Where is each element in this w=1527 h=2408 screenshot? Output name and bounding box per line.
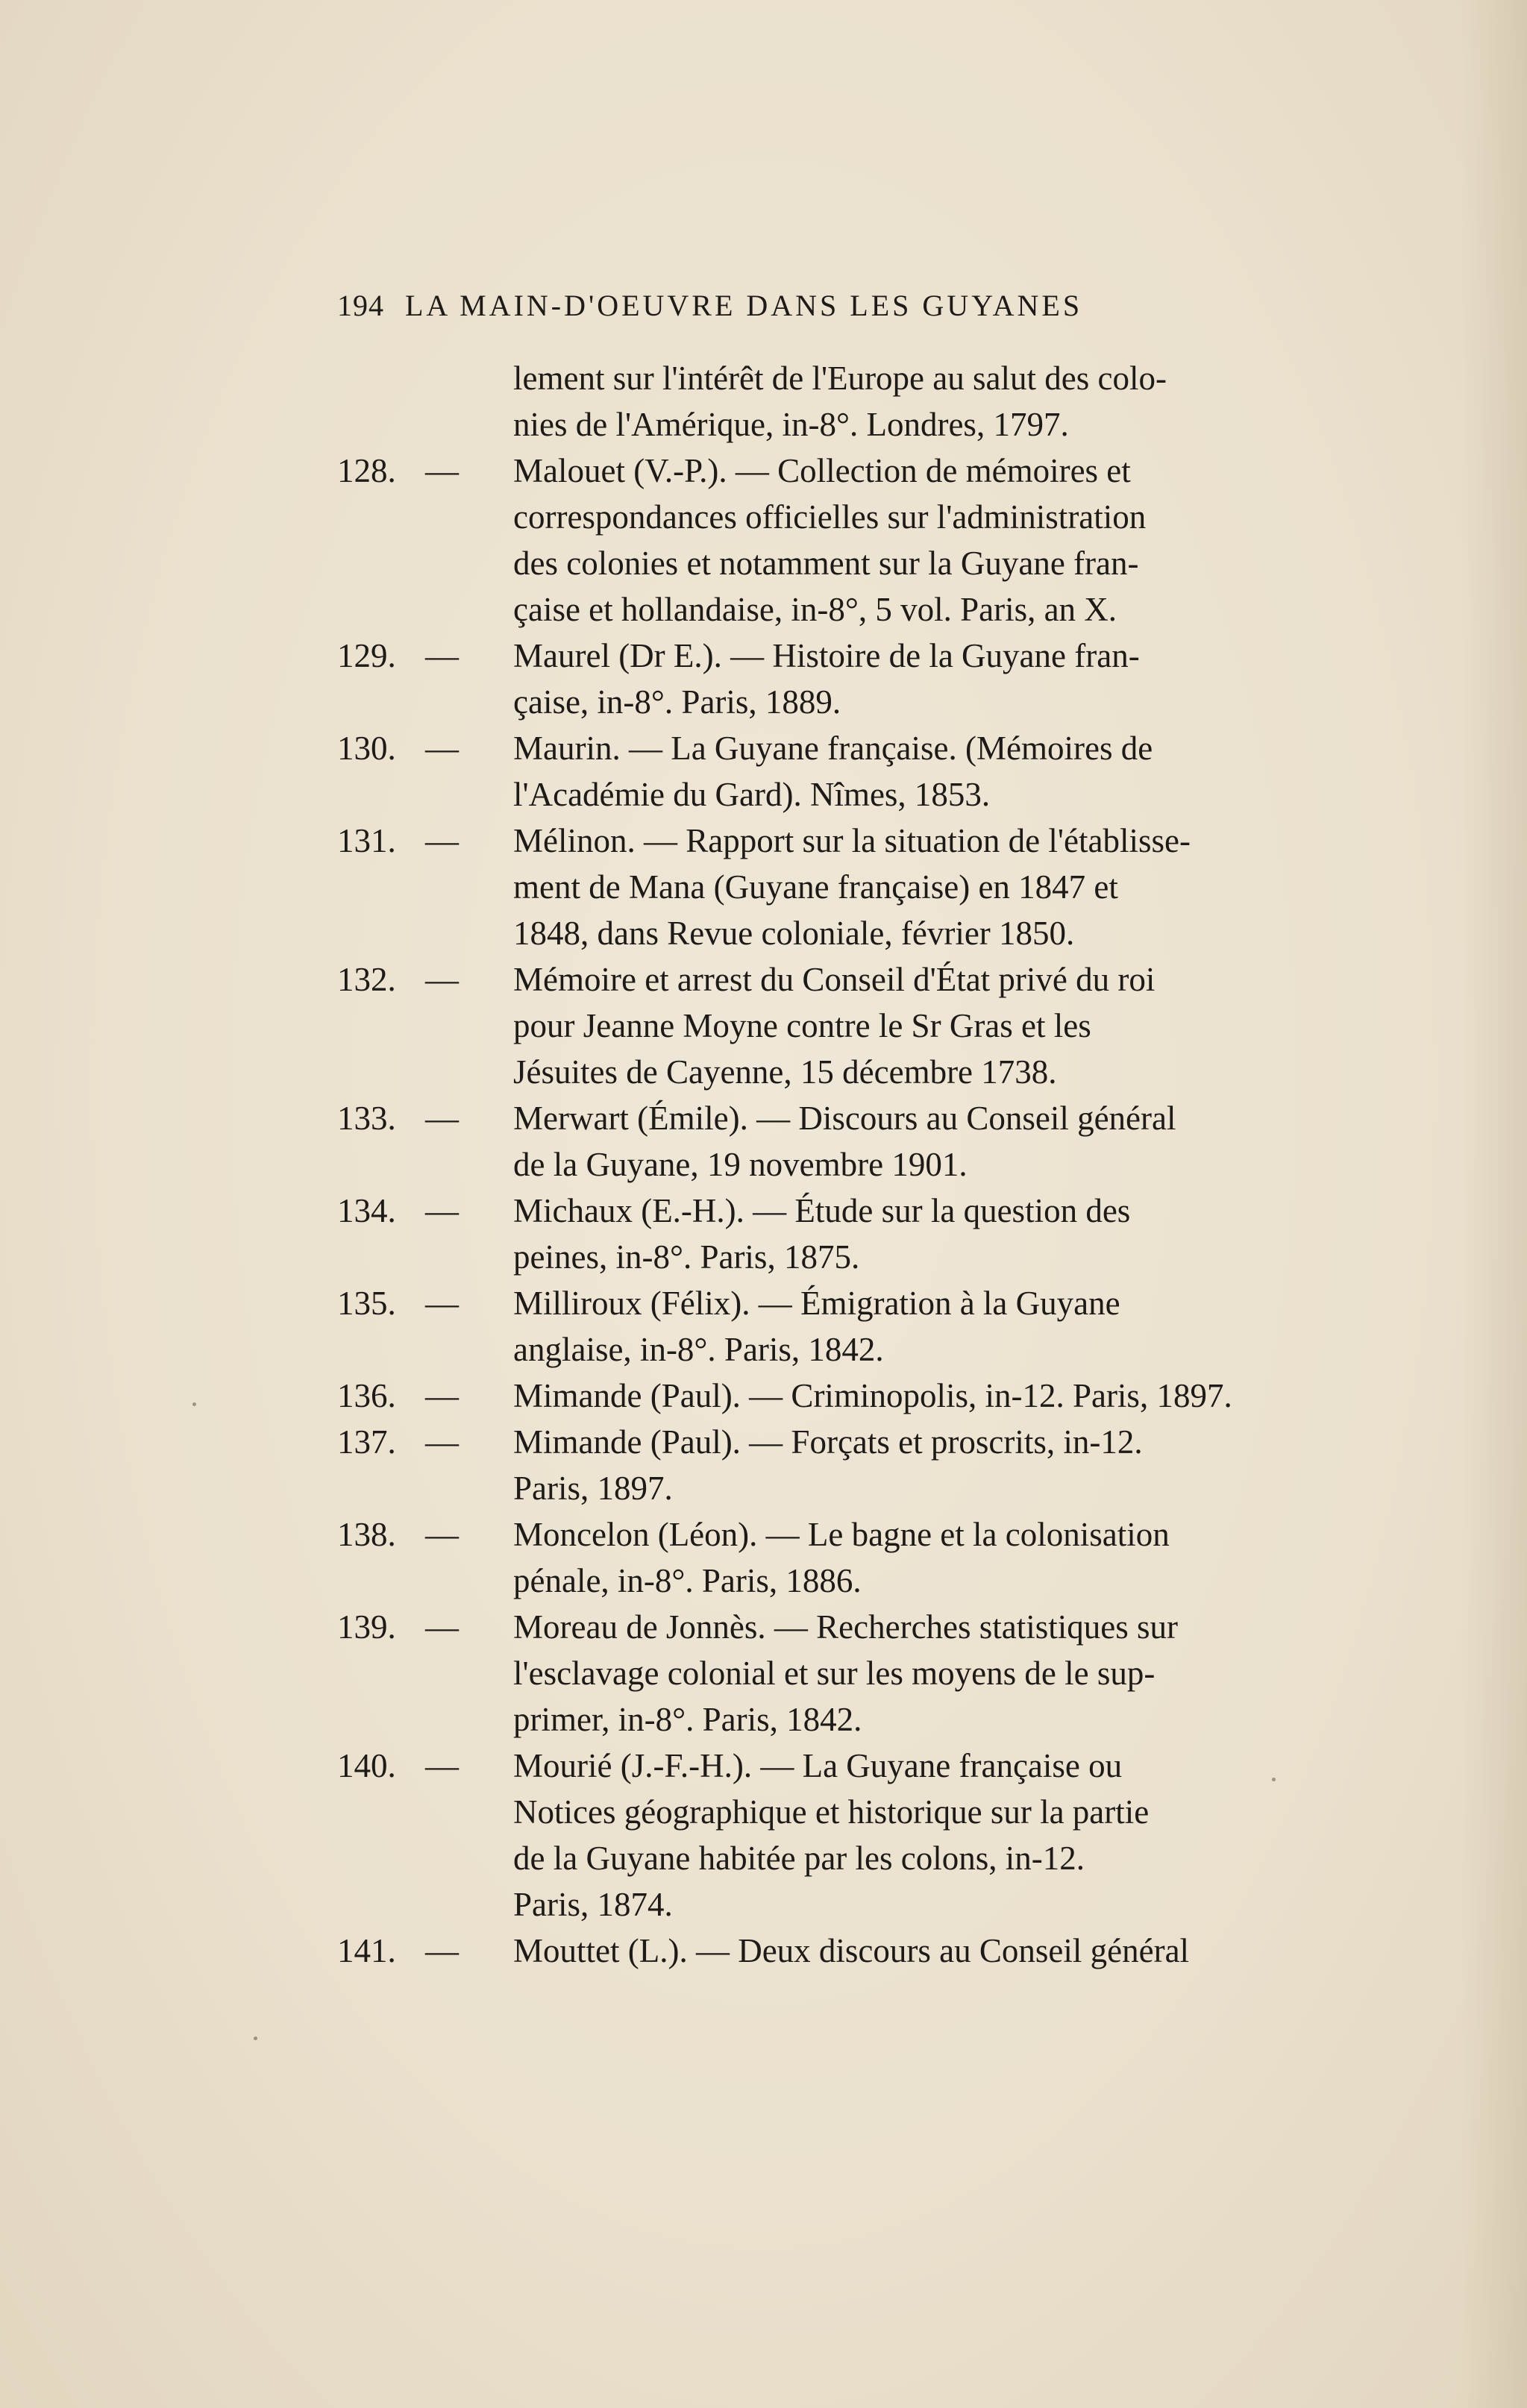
- entry-line: Mouttet (L.). — Deux discours au Conseil général: [513, 1932, 1190, 1969]
- entry-dash: —: [425, 961, 459, 998]
- speck: [1272, 1778, 1276, 1781]
- entry-line: Mourié (J.-F.-H.). — La Guyane française ou: [513, 1747, 1123, 1784]
- entry-text: [513, 1604, 1344, 1743]
- entry-number: 128.: [337, 452, 396, 489]
- entry-line: Mimande (Paul). — Criminopolis, in-12. Paris, 1897.: [513, 1377, 1232, 1414]
- entry-dash: —: [425, 452, 459, 489]
- entry-dash: —: [425, 1516, 459, 1553]
- entry-line: Milliroux (Félix). — Émigration à la Guyane: [513, 1285, 1120, 1322]
- entry-number: 137.: [337, 1423, 396, 1461]
- bibliography-list: [337, 355, 1344, 1974]
- entry-line: Mémoire et arrest du Conseil d'État privé du roi: [513, 961, 1156, 998]
- bibliography-entry: [337, 956, 1344, 1095]
- page-number: 194: [337, 289, 384, 322]
- entry-number: 138.: [337, 1516, 396, 1553]
- running-header: [337, 288, 1344, 323]
- entry-line: Michaux (E.-H.). — Étude sur la question des: [513, 1192, 1131, 1229]
- entry-number: 139.: [337, 1608, 396, 1646]
- entry-text: [513, 1511, 1344, 1604]
- entry-text: [513, 633, 1344, 725]
- entry-line: pénale, in-8°. Paris, 1886.: [513, 1562, 862, 1599]
- bibliography-entry: [337, 1419, 1344, 1511]
- entry-line: primer, in-8°. Paris, 1842.: [513, 1701, 862, 1738]
- entry-line: l'esclavage colonial et sur les moyens de le sup-: [513, 1655, 1156, 1692]
- entry-dash: —: [425, 730, 459, 767]
- entry-dash: —: [425, 1932, 459, 1969]
- entry-line: Merwart (Émile). — Discours au Conseil général: [513, 1100, 1176, 1137]
- entry-dash: —: [425, 637, 459, 674]
- entry-line: çaise, in-8°. Paris, 1889.: [513, 683, 841, 721]
- entry-number: 129.: [337, 637, 396, 674]
- entry-text: [513, 818, 1344, 956]
- bibliography-entry: [337, 1373, 1344, 1419]
- entry-dash: —: [425, 1192, 459, 1229]
- entry-line: Moncelon (Léon). — Le bagne et la colonisation: [513, 1516, 1170, 1553]
- entry-dash: —: [425, 822, 459, 859]
- bibliography-entry: [337, 1280, 1344, 1373]
- entry-line: des colonies et notamment sur la Guyane fran-: [513, 545, 1139, 582]
- entry-text: [513, 1373, 1344, 1419]
- entry-line: Notices géographique et historique sur la partie: [513, 1793, 1150, 1831]
- entry-text: [513, 355, 1344, 448]
- entry-text: [513, 725, 1344, 818]
- entry-line: de la Guyane habitée par les colons, in-12.: [513, 1840, 1085, 1877]
- entry-text: [513, 1928, 1344, 1974]
- bibliography-entry: [337, 1928, 1344, 1974]
- entry-number: 134.: [337, 1192, 396, 1229]
- entry-line: Paris, 1874.: [513, 1886, 673, 1923]
- entry-line: Mélinon. — Rapport sur la situation de l'établisse-: [513, 822, 1191, 859]
- entry-line: çaise et hollandaise, in-8°, 5 vol. Paris, an X.: [513, 591, 1117, 628]
- entry-line: 1848, dans Revue coloniale, février 1850.: [513, 915, 1075, 952]
- entry-line: de la Guyane, 19 novembre 1901.: [513, 1146, 968, 1183]
- continued-entry: [337, 355, 1344, 448]
- bibliography-entry: [337, 1188, 1344, 1280]
- entry-line: Maurel (Dr E.). — Histoire de la Guyane fran-: [513, 637, 1140, 674]
- running-title: LA MAIN-D'OEUVRE DANS LES GUYANES: [405, 289, 1083, 322]
- bibliography-entry: [337, 818, 1344, 956]
- entry-line: nies de l'Amérique, in-8°. Londres, 1797.: [513, 406, 1069, 443]
- entry-text: [513, 448, 1344, 633]
- bibliography-entry: [337, 1604, 1344, 1743]
- speck: [254, 2037, 257, 2040]
- entry-dash: —: [425, 1285, 459, 1322]
- bibliography-entry: [337, 1095, 1344, 1188]
- entry-line: Moreau de Jonnès. — Recherches statistiques sur: [513, 1608, 1179, 1646]
- entry-line: l'Académie du Gard). Nîmes, 1853.: [513, 776, 991, 813]
- entry-dash: —: [425, 1423, 459, 1461]
- entry-dash: —: [425, 1100, 459, 1137]
- entry-text: [513, 1095, 1344, 1188]
- entry-text: [513, 1188, 1344, 1280]
- entry-text: [513, 956, 1344, 1095]
- bibliography-entry: [337, 448, 1344, 633]
- entry-line: anglaise, in-8°. Paris, 1842.: [513, 1331, 884, 1368]
- entry-line: Maurin. — La Guyane française. (Mémoires de: [513, 730, 1153, 767]
- entry-number: 130.: [337, 730, 396, 767]
- bibliography-entry: [337, 1743, 1344, 1928]
- entry-line: correspondances officielles sur l'administration: [513, 498, 1147, 536]
- speck: [192, 1402, 196, 1406]
- entry-number: 135.: [337, 1285, 396, 1322]
- entry-line: Paris, 1897.: [513, 1470, 673, 1507]
- entry-text: [513, 1419, 1344, 1511]
- entry-text: [513, 1743, 1344, 1928]
- entry-text: [513, 1280, 1344, 1373]
- page-edge-shadow: [1460, 0, 1527, 2408]
- entry-dash: —: [425, 1747, 459, 1784]
- entry-number: 140.: [337, 1747, 396, 1784]
- bibliography-entry: [337, 725, 1344, 818]
- entry-dash: —: [425, 1608, 459, 1646]
- entry-line: peines, in-8°. Paris, 1875.: [513, 1238, 860, 1276]
- entry-number: 141.: [337, 1932, 396, 1969]
- entry-line: ment de Mana (Guyane française) en 1847 et: [513, 868, 1118, 906]
- entry-number: 131.: [337, 822, 396, 859]
- entry-line: lement sur l'intérêt de l'Europe au salut des colo-: [513, 360, 1167, 397]
- entry-line: pour Jeanne Moyne contre le Sr Gras et les: [513, 1007, 1091, 1044]
- entry-number: 132.: [337, 961, 396, 998]
- bibliography-entry: [337, 1511, 1344, 1604]
- bibliography-entry: [337, 633, 1344, 725]
- entry-line: Jésuites de Cayenne, 15 décembre 1738.: [513, 1053, 1057, 1091]
- entry-line: Malouet (V.-P.). — Collection de mémoires et: [513, 452, 1131, 489]
- entry-list: [337, 448, 1344, 1974]
- entry-number: 133.: [337, 1100, 396, 1137]
- entry-line: Mimande (Paul). — Forçats et proscrits, in-12.: [513, 1423, 1143, 1461]
- entry-dash: —: [425, 1377, 459, 1414]
- entry-number: 136.: [337, 1377, 396, 1414]
